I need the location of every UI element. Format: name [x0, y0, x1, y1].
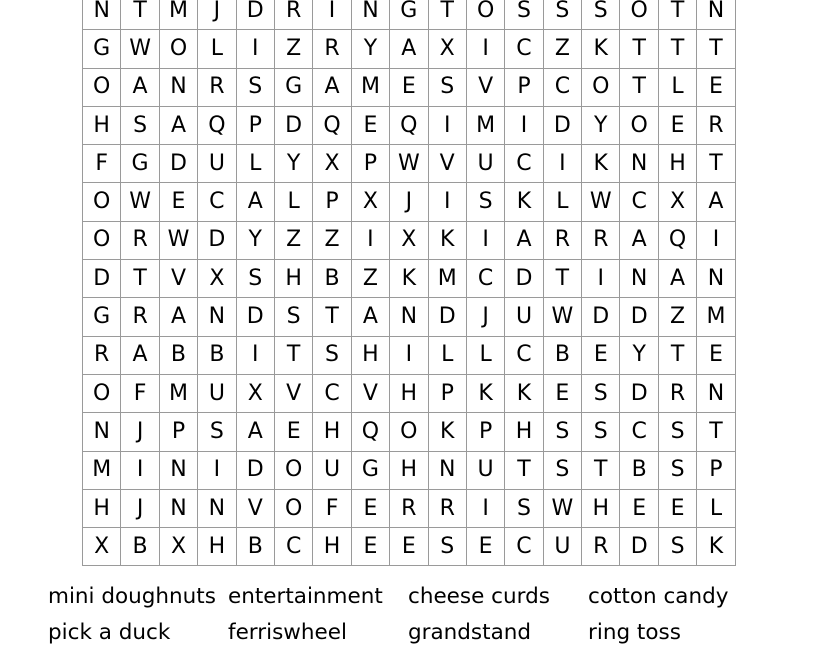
grid-cell[interactable]: O	[83, 374, 121, 412]
grid-cell[interactable]: S	[428, 528, 466, 566]
grid-cell[interactable]: W	[582, 183, 620, 221]
grid-cell[interactable]: S	[313, 336, 351, 374]
grid-cell[interactable]: K	[697, 528, 735, 566]
grid-cell[interactable]: K	[428, 221, 466, 259]
grid-cell[interactable]: R	[390, 489, 428, 527]
grid-cell[interactable]: X	[313, 145, 351, 183]
grid-cell[interactable]: A	[121, 336, 159, 374]
grid-cell[interactable]: H	[390, 451, 428, 489]
grid-cell[interactable]: X	[83, 528, 121, 566]
grid-cell[interactable]: M	[697, 298, 735, 336]
grid-row	[83, 336, 736, 374]
grid-cell[interactable]: X	[159, 528, 197, 566]
grid-row	[83, 451, 736, 489]
grid-cell[interactable]: X	[658, 183, 696, 221]
grid-cell[interactable]: I	[351, 221, 389, 259]
grid-cell[interactable]: Q	[390, 106, 428, 144]
grid-row	[83, 145, 736, 183]
grid-cell[interactable]: S	[274, 298, 312, 336]
grid-cell[interactable]: N	[198, 298, 236, 336]
grid-cell[interactable]: T	[658, 336, 696, 374]
grid-cell[interactable]: D	[543, 106, 581, 144]
grid-cell[interactable]: Z	[351, 260, 389, 298]
grid-cell[interactable]: N	[83, 413, 121, 451]
grid-cell[interactable]: O	[159, 30, 197, 68]
grid-cell[interactable]: D	[236, 451, 274, 489]
grid-cell[interactable]: P	[351, 145, 389, 183]
grid-cell[interactable]: Q	[198, 106, 236, 144]
grid-cell[interactable]: E	[697, 336, 735, 374]
word-list-item: cotton candy	[588, 584, 729, 609]
grid-cell[interactable]: T	[697, 30, 735, 68]
grid-cell[interactable]: E	[658, 106, 696, 144]
grid-cell[interactable]: I	[236, 30, 274, 68]
grid-cell[interactable]: X	[428, 30, 466, 68]
grid-cell[interactable]: F	[121, 374, 159, 412]
grid-cell[interactable]: M	[466, 106, 504, 144]
grid-cell[interactable]: H	[274, 260, 312, 298]
grid-cell[interactable]: S	[582, 374, 620, 412]
grid-cell[interactable]: V	[466, 68, 504, 106]
grid-cell[interactable]: R	[121, 298, 159, 336]
grid-cell[interactable]: L	[543, 183, 581, 221]
grid-row	[83, 489, 736, 527]
grid-cell[interactable]: Y	[274, 145, 312, 183]
grid-cell[interactable]: L	[198, 30, 236, 68]
grid-cell[interactable]: C	[198, 183, 236, 221]
grid-cell[interactable]: W	[543, 298, 581, 336]
grid-cell[interactable]: P	[428, 374, 466, 412]
grid-cell[interactable]: A	[390, 30, 428, 68]
grid-cell[interactable]: B	[236, 528, 274, 566]
grid-cell[interactable]: E	[351, 528, 389, 566]
grid-cell[interactable]: A	[505, 221, 543, 259]
grid-cell[interactable]: Q	[351, 413, 389, 451]
grid-cell[interactable]: B	[121, 528, 159, 566]
grid-cell[interactable]: H	[313, 413, 351, 451]
grid-cell[interactable]: R	[121, 221, 159, 259]
grid-cell[interactable]: Z	[313, 221, 351, 259]
grid-cell[interactable]: L	[658, 68, 696, 106]
grid-cell[interactable]: T	[121, 260, 159, 298]
grid-cell[interactable]: D	[274, 106, 312, 144]
grid-cell[interactable]: S	[658, 451, 696, 489]
grid-row	[83, 298, 736, 336]
grid-cell[interactable]: S	[121, 106, 159, 144]
grid-cell[interactable]: K	[390, 260, 428, 298]
grid-cell[interactable]: C	[313, 374, 351, 412]
word-list-item: entertainment	[228, 584, 383, 609]
grid-cell[interactable]: Z	[274, 30, 312, 68]
grid-cell[interactable]: O	[83, 221, 121, 259]
grid-cell[interactable]: N	[159, 489, 197, 527]
grid-cell[interactable]: R	[313, 30, 351, 68]
word-list-item: ring toss	[588, 620, 681, 645]
grid-cell[interactable]: X	[236, 374, 274, 412]
grid-cell[interactable]: N	[159, 68, 197, 106]
grid-cell[interactable]: I	[236, 336, 274, 374]
grid-cell[interactable]: O	[274, 451, 312, 489]
grid-cell[interactable]: N	[159, 451, 197, 489]
grid-cell[interactable]: A	[313, 68, 351, 106]
grid-cell[interactable]: J	[466, 298, 504, 336]
grid-cell[interactable]: N	[620, 145, 658, 183]
grid-cell[interactable]: H	[83, 489, 121, 527]
grid-cell[interactable]: E	[351, 489, 389, 527]
grid-cell[interactable]: Y	[236, 221, 274, 259]
grid-cell[interactable]: E	[159, 183, 197, 221]
grid-cell[interactable]: Z	[543, 30, 581, 68]
grid-cell[interactable]: F	[313, 489, 351, 527]
grid-cell[interactable]: U	[543, 528, 581, 566]
grid-cell[interactable]: R	[274, 0, 312, 30]
grid-cell[interactable]: E	[697, 68, 735, 106]
grid-cell[interactable]: R	[658, 374, 696, 412]
grid-cell[interactable]: S	[582, 0, 620, 30]
grid-cell[interactable]: I	[313, 0, 351, 30]
grid-cell[interactable]: P	[466, 413, 504, 451]
grid-cell[interactable]: N	[83, 0, 121, 30]
grid-cell[interactable]: C	[505, 336, 543, 374]
grid-cell[interactable]: I	[505, 106, 543, 144]
grid-cell[interactable]: G	[351, 451, 389, 489]
grid-cell[interactable]: S	[658, 528, 696, 566]
grid-cell[interactable]: S	[236, 260, 274, 298]
grid-cell[interactable]: H	[505, 413, 543, 451]
grid-cell[interactable]: V	[351, 374, 389, 412]
grid-cell[interactable]: O	[83, 183, 121, 221]
grid-cell[interactable]: H	[198, 528, 236, 566]
grid-cell[interactable]: B	[620, 451, 658, 489]
grid-cell[interactable]: I	[390, 336, 428, 374]
grid-cell[interactable]: T	[697, 413, 735, 451]
grid-row	[83, 260, 736, 298]
grid-cell[interactable]: A	[697, 183, 735, 221]
grid-cell[interactable]: S	[505, 0, 543, 30]
grid-row	[83, 106, 736, 144]
grid-cell[interactable]: T	[543, 260, 581, 298]
grid-cell[interactable]: Q	[658, 221, 696, 259]
grid-cell[interactable]: G	[390, 0, 428, 30]
grid-cell[interactable]: I	[198, 451, 236, 489]
word-list-item: ferriswheel	[228, 620, 347, 645]
grid-cell[interactable]: U	[466, 451, 504, 489]
grid-cell[interactable]: R	[697, 106, 735, 144]
grid-cell[interactable]: T	[505, 451, 543, 489]
grid-cell[interactable]: G	[83, 30, 121, 68]
grid-cell[interactable]: V	[428, 145, 466, 183]
grid-cell[interactable]: A	[236, 183, 274, 221]
grid-row	[83, 183, 736, 221]
grid-cell[interactable]: N	[697, 260, 735, 298]
grid-cell[interactable]: P	[236, 106, 274, 144]
grid-cell[interactable]: R	[543, 221, 581, 259]
grid-cell[interactable]: E	[274, 413, 312, 451]
grid-cell[interactable]: D	[582, 298, 620, 336]
grid-cell[interactable]: T	[274, 336, 312, 374]
grid-cell[interactable]: E	[620, 489, 658, 527]
grid-cell[interactable]: N	[697, 0, 735, 30]
grid-cell[interactable]: C	[505, 30, 543, 68]
grid-cell[interactable]: W	[121, 30, 159, 68]
grid-cell[interactable]: G	[274, 68, 312, 106]
grid-cell[interactable]: D	[428, 298, 466, 336]
grid-cell[interactable]: E	[543, 374, 581, 412]
grid-cell[interactable]: D	[620, 528, 658, 566]
grid-cell[interactable]: N	[620, 260, 658, 298]
grid-cell[interactable]: O	[620, 106, 658, 144]
grid-cell[interactable]: H	[658, 145, 696, 183]
grid-cell[interactable]: H	[83, 106, 121, 144]
grid-cell[interactable]: L	[236, 145, 274, 183]
grid-cell[interactable]: M	[159, 0, 197, 30]
word-list-item: cheese curds	[408, 584, 550, 609]
grid-cell[interactable]: C	[620, 183, 658, 221]
grid-cell[interactable]: W	[390, 145, 428, 183]
grid-cell[interactable]: S	[543, 413, 581, 451]
grid-cell[interactable]: J	[198, 0, 236, 30]
grid-cell[interactable]: U	[466, 145, 504, 183]
grid-cell[interactable]: T	[313, 298, 351, 336]
grid-cell[interactable]: I	[466, 30, 504, 68]
grid-cell[interactable]: S	[543, 0, 581, 30]
grid-cell[interactable]: M	[159, 374, 197, 412]
grid-cell[interactable]: K	[505, 183, 543, 221]
grid-cell[interactable]: Z	[658, 298, 696, 336]
grid-cell[interactable]: L	[466, 336, 504, 374]
grid-cell[interactable]: N	[428, 451, 466, 489]
grid-cell[interactable]: M	[83, 451, 121, 489]
grid-cell[interactable]: A	[236, 413, 274, 451]
grid-cell[interactable]: E	[390, 528, 428, 566]
grid-cell[interactable]: P	[697, 451, 735, 489]
grid-cell[interactable]: I	[428, 106, 466, 144]
grid-cell[interactable]: P	[159, 413, 197, 451]
grid-cell[interactable]: I	[466, 221, 504, 259]
grid-cell[interactable]: K	[505, 374, 543, 412]
grid-cell[interactable]: I	[543, 145, 581, 183]
grid-cell[interactable]: T	[620, 68, 658, 106]
grid-cell[interactable]: G	[83, 298, 121, 336]
grid-cell[interactable]: T	[697, 145, 735, 183]
grid-cell[interactable]: C	[543, 68, 581, 106]
grid-cell[interactable]: W	[543, 489, 581, 527]
grid-cell[interactable]: K	[466, 374, 504, 412]
grid-cell[interactable]: J	[390, 183, 428, 221]
grid-cell[interactable]: O	[83, 68, 121, 106]
grid-cell[interactable]: C	[274, 528, 312, 566]
grid-cell[interactable]: V	[274, 374, 312, 412]
grid-cell[interactable]: V	[236, 489, 274, 527]
grid-cell[interactable]: S	[658, 413, 696, 451]
grid-cell[interactable]: D	[159, 145, 197, 183]
grid-cell[interactable]: W	[159, 221, 197, 259]
grid-cell[interactable]: B	[313, 260, 351, 298]
grid-cell[interactable]: L	[428, 336, 466, 374]
grid-cell[interactable]: O	[582, 68, 620, 106]
grid-row	[83, 374, 736, 412]
grid-cell[interactable]: O	[274, 489, 312, 527]
grid-cell[interactable]: S	[505, 489, 543, 527]
grid-cell[interactable]: Q	[313, 106, 351, 144]
grid-cell[interactable]: L	[274, 183, 312, 221]
grid-cell[interactable]: O	[390, 413, 428, 451]
grid-cell[interactable]: E	[351, 106, 389, 144]
grid-row	[83, 0, 736, 30]
grid-cell[interactable]: Z	[274, 221, 312, 259]
grid-cell[interactable]: D	[83, 260, 121, 298]
grid-cell[interactable]: E	[658, 489, 696, 527]
grid-cell[interactable]: C	[505, 528, 543, 566]
grid-cell[interactable]: R	[582, 528, 620, 566]
grid-cell[interactable]: C	[466, 260, 504, 298]
grid-cell[interactable]: S	[198, 413, 236, 451]
grid-cell[interactable]: Y	[351, 30, 389, 68]
grid-cell[interactable]: N	[198, 489, 236, 527]
grid-cell[interactable]: K	[582, 145, 620, 183]
grid-cell[interactable]: N	[697, 374, 735, 412]
grid-cell[interactable]: I	[697, 221, 735, 259]
grid-cell[interactable]: R	[83, 336, 121, 374]
grid-cell[interactable]: I	[466, 489, 504, 527]
grid-cell[interactable]: D	[620, 374, 658, 412]
grid-row	[83, 30, 736, 68]
grid-cell[interactable]: H	[313, 528, 351, 566]
grid-cell[interactable]: N	[390, 298, 428, 336]
grid-cell[interactable]: C	[620, 413, 658, 451]
grid-cell[interactable]: T	[658, 0, 696, 30]
grid-cell[interactable]: K	[582, 30, 620, 68]
grid-cell[interactable]: T	[121, 0, 159, 30]
grid-cell[interactable]: H	[390, 374, 428, 412]
grid-cell[interactable]: I	[121, 451, 159, 489]
grid-cell[interactable]: D	[505, 260, 543, 298]
grid-cell[interactable]: A	[658, 260, 696, 298]
grid-cell[interactable]: U	[198, 374, 236, 412]
grid-cell[interactable]: P	[505, 68, 543, 106]
grid-cell[interactable]: R	[428, 489, 466, 527]
grid-row	[83, 68, 736, 106]
grid-cell[interactable]: W	[121, 183, 159, 221]
grid-cell[interactable]: D	[620, 298, 658, 336]
grid-cell[interactable]: X	[390, 221, 428, 259]
grid-cell[interactable]: J	[121, 413, 159, 451]
grid-cell[interactable]: Y	[582, 106, 620, 144]
grid-cell[interactable]: U	[313, 451, 351, 489]
grid-row	[83, 413, 736, 451]
grid-cell[interactable]: I	[428, 183, 466, 221]
grid-cell[interactable]: R	[582, 221, 620, 259]
grid-cell[interactable]: R	[198, 68, 236, 106]
grid-cell[interactable]: S	[543, 451, 581, 489]
grid-row	[83, 221, 736, 259]
grid-cell[interactable]: B	[159, 336, 197, 374]
grid-cell[interactable]: O	[466, 0, 504, 30]
word-list	[48, 582, 768, 648]
grid-cell[interactable]: T	[428, 0, 466, 30]
grid-cell[interactable]: D	[198, 221, 236, 259]
grid-cell[interactable]: T	[620, 30, 658, 68]
grid-cell[interactable]: S	[428, 68, 466, 106]
grid-cell[interactable]: A	[159, 106, 197, 144]
grid-cell[interactable]: T	[582, 451, 620, 489]
word-list-item: mini doughnuts	[48, 584, 216, 609]
grid-cell[interactable]: I	[582, 260, 620, 298]
grid-cell[interactable]: M	[351, 68, 389, 106]
grid-cell[interactable]: U	[198, 145, 236, 183]
grid-cell[interactable]: E	[466, 528, 504, 566]
grid-row	[83, 528, 736, 566]
grid-cell[interactable]: F	[83, 145, 121, 183]
grid-cell[interactable]: D	[236, 0, 274, 30]
grid-cell[interactable]: B	[543, 336, 581, 374]
grid-cell[interactable]: N	[351, 0, 389, 30]
word-search-grid	[82, 0, 736, 566]
grid-cell[interactable]: P	[313, 183, 351, 221]
word-list-item: pick a duck	[48, 620, 171, 645]
grid-cell[interactable]: A	[121, 68, 159, 106]
grid-cell[interactable]: U	[505, 298, 543, 336]
grid-cell[interactable]: B	[198, 336, 236, 374]
grid-cell[interactable]: G	[121, 145, 159, 183]
grid-cell[interactable]: S	[582, 413, 620, 451]
grid-cell[interactable]: C	[505, 145, 543, 183]
grid-cell[interactable]: T	[658, 30, 696, 68]
grid-cell[interactable]: A	[620, 221, 658, 259]
grid-cell[interactable]: X	[351, 183, 389, 221]
word-list-item: grandstand	[408, 620, 532, 645]
grid-cell[interactable]: A	[159, 298, 197, 336]
grid-cell[interactable]: E	[582, 336, 620, 374]
grid-cell[interactable]: K	[428, 413, 466, 451]
grid-cell[interactable]: O	[620, 0, 658, 30]
grid-cell[interactable]: E	[390, 68, 428, 106]
grid-cell[interactable]: H	[582, 489, 620, 527]
grid-cell[interactable]: X	[198, 260, 236, 298]
grid-cell[interactable]: S	[236, 68, 274, 106]
grid-cell[interactable]: V	[159, 260, 197, 298]
grid-cell[interactable]: L	[697, 489, 735, 527]
grid-cell[interactable]: D	[236, 298, 274, 336]
grid-cell[interactable]: S	[466, 183, 504, 221]
grid-cell[interactable]: J	[121, 489, 159, 527]
grid-cell[interactable]: Y	[620, 336, 658, 374]
grid-cell[interactable]: A	[351, 298, 389, 336]
grid-cell[interactable]: H	[351, 336, 389, 374]
grid-cell[interactable]: M	[428, 260, 466, 298]
